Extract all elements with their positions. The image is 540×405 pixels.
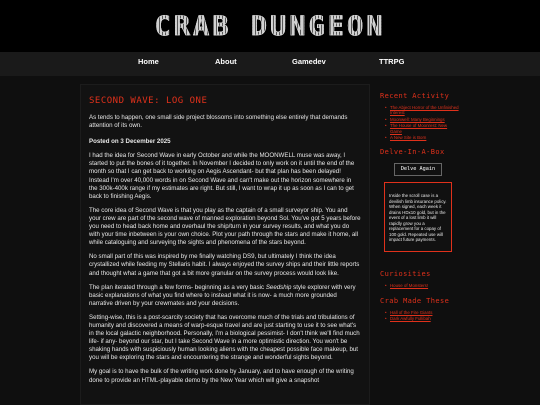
delve-heading: Delve-In-A-Box bbox=[380, 148, 445, 157]
list-item bbox=[390, 316, 460, 321]
curiosity-link[interactable]: House of Monsters! bbox=[390, 283, 429, 289]
list-item bbox=[390, 283, 460, 288]
article-posted-date: Posted on 3 December 2025 bbox=[89, 138, 171, 146]
article-paragraph: Setting-wise, this is a post-scarcity society that has overcome much of the trials and tribulations of humanity and discovered a means of warp-esque travel and are just starting to use it to see what's in the local galactic neighborhood. Personally, I'm a biological pessimist- I don't think we'll find much life- if any- beyond our star, but I take Second Wave in a more optimistic direction. You won't be shaking hands with suspiciously human looking aliens with the cheapest possible face makeup, but you will be exploring the stars and encountering the strange and wonderful sights beyond. bbox=[89, 313, 360, 362]
list-item bbox=[390, 105, 460, 116]
delve-again-button[interactable]: Delve Again bbox=[394, 163, 442, 176]
crab-made-heading: Crab Made These bbox=[380, 296, 450, 305]
recent-link[interactable]: A New Site is Born bbox=[390, 135, 427, 141]
article-paragraph: No small part of this was inspired by me finally watching DS9, but ultimately I think the idea crystallized while feeding my Stellaris habit. I always enjoyed the survey ships and their little reports and thought what a game that got a bit more granular on the survey process would look like. bbox=[89, 253, 360, 277]
recent-activity-heading: Recent Activity bbox=[380, 92, 450, 100]
nav-ttrpg-link[interactable]: TTRPG bbox=[379, 57, 405, 66]
site-logo[interactable]: CRAB DUNGEON bbox=[154, 10, 386, 42]
curiosities-heading: Curiosities bbox=[380, 270, 431, 279]
article-paragraph: My goal is to have the bulk of the writing work done by January, and to have enough of the writing done to provide an HTML-playable demo by the New Year which will give a snapshot bbox=[89, 368, 354, 384]
site-banner bbox=[0, 0, 540, 52]
recent-activity-list bbox=[380, 105, 460, 140]
recent-link[interactable]: The House of Moonrest: New Game bbox=[390, 123, 448, 134]
list-item bbox=[390, 135, 460, 140]
list-item bbox=[390, 123, 460, 134]
crab-made-link[interactable]: Dark Awfully Fullibah bbox=[390, 316, 431, 322]
plan-text-after: style explorer with very basic explanations of what you find where to instead what it is now- a much more grounded narrative driven by your crewmates and your decisions. bbox=[89, 283, 356, 307]
recent-link[interactable]: Moonwell: Many Beginnings bbox=[390, 116, 445, 122]
delve-result-text: Inside the scroll case is a devilish limb insurance policy. When signed, each week it drains HDx10 gold, but in the event of a lost limb it will rapidly grow you a replacement for a copay of 100 gold. Repeated use will impact future payments. bbox=[389, 193, 447, 243]
article-card bbox=[80, 84, 370, 405]
recent-link[interactable]: The Abject Horror of the Unfinished Interest bbox=[390, 105, 459, 116]
sidebar bbox=[380, 84, 460, 405]
main-nav bbox=[0, 52, 540, 76]
crab-made-list bbox=[380, 310, 460, 322]
article-intro: As tends to happen, one small side project blossoms into something else entirely that demands attention of its own. bbox=[89, 114, 348, 130]
seedship-emphasis: Seedship bbox=[265, 283, 292, 291]
article-title: SECOND WAVE: LOG ONE bbox=[89, 96, 208, 106]
list-item bbox=[390, 117, 460, 122]
nav-about-link[interactable]: About bbox=[215, 57, 237, 66]
list-item bbox=[390, 310, 460, 315]
crab-made-link[interactable]: Hall of the Fire Giants bbox=[390, 309, 433, 315]
curiosities-list bbox=[380, 283, 460, 288]
delve-result-box bbox=[384, 182, 452, 252]
plan-text-before: The plan iterated through a few forms- beginning as a very basic bbox=[89, 283, 266, 291]
article-paragraph: The core idea of Second Wave is that you play as the captain of a small surveyor ship. You and your crew are part of the second wave of manned exploration beyond Sol. You've got 5 years before you need to head back home and overhaul the ship/turn in your survey results, and what you do with your time inbetween is your own choice. Plot your path through the stars and make it home, all while cataloguing and surveying the sights and phenomena of the stars beyond. bbox=[89, 206, 361, 247]
nav-home-link[interactable]: Home bbox=[138, 57, 159, 66]
nav-gamedev-link[interactable]: Gamedev bbox=[292, 57, 326, 66]
article-paragraph-plan bbox=[89, 284, 361, 308]
article-paragraph: I had the idea for Second Wave in early October and while the MOONWELL muse was away, I started to put the bones of it together. In November I decided to only work on it until the end of the month so that I can get back to working on Aegis Ascendant- but that plan has been delayed! Instead I'm over 40,000 words in on Second Wave and can't make out the horizon somewhere in the 300k-400k range if my estimates are right. But still, I want to wrap it up as soon as I can to get back to finishing Aegis. bbox=[89, 152, 355, 200]
